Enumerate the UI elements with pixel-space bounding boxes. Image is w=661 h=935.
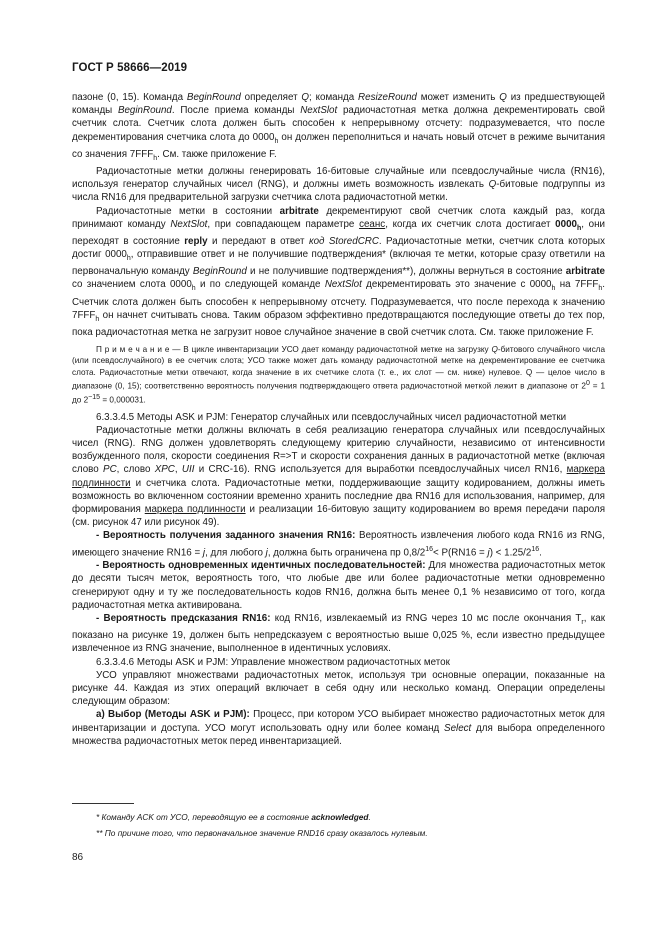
section-heading: 6.3.3.4.6 Методы ASK и PJM: Управление множеством радиочастотных меток [96, 656, 450, 668]
paragraph: Радиочастотные метки в состоянии arbitrate декрементируют свой счетчик слота каждый раз, когда принимают команду NextSlot, при совпадающем параметре сеанс, когда их счетчик слота достигает $0000_h$, они переходят в состояние reply и передают в ответ код StoredCRC. Радиочастотные метки, счетчик слота которых достиг $0000_h$, отправившие ответ и не получившие подтверждения* (включая те метки, которые сразу ответили на первоначальную команду BeginRound и не получившие подтверждения**), должны вернуться в состояние arbitrate со значением слота $0000_h$ и по следующей команде NextSlot декрементировать это значение с $0000_h$ на $7FFF_h$. Счетчик слота должен быть способен к непрерывному отсчету. Подразумевается, что после перехода к значению $7FFF_h$ он начнет считывать снова. Таким образом эффективно предотвращаются последующие ответы до тех пор, пока радиочастотная метка не загрузит новое случайное значение в свой счетчик слота. См. также приложение F. [72, 205, 605, 338]
note: П р и м е ч а н и е — В цикле инвентаризации УСО дает команду радиочастотной метке на загрузку Q-битового случайного числа (или псевдослучайного) в ее счетчик слота; УСО также может дать команду радиочастотной метке на декрементирование ее счетчика слота. Радиочастотные метки отвечают, когда значение в их счетчике слота (т. е., их слот — см. ниже) нулевое. Q — целое число в диапазоне (0, 15); соответственно вероятность получения подтверждающего ответа радиочастотной меткой лежит в диапазоне от $2^0 = 1$ до $2^{-15} = 0,000031$. [72, 345, 606, 405]
document-header: ГОСТ Р 58666—2019 [72, 62, 188, 74]
bullet-item: - Вероятность получения заданного значения RN16: Вероятность извлечения любого кода RN16 из RNG, имеющего значение RN16 = j, для любого j, должна быть ограничена пр $0,8/2^{16}< P(RN16 = j) < 1.25/2^{16}$. [72, 530, 605, 558]
list-item: а) Выбор (Методы ASK и PJM): Процесс, при котором УСО выбирает множество радиочастотных меток для инвентаризации и доступа. УСО могут использовать одну или более команд Select для выбора определенного множества радиочастотных меток перед инвентаризацией. [72, 709, 605, 747]
section-heading: 6.3.3.4.5 Методы ASK и PJM: Генератор случайных или псевдослучайных чисел радиочастотной метки [96, 411, 567, 423]
paragraph: УСО управляют множествами радиочастотных меток, используя три основные операции, показанные на рисунке 44. Каждая из этих операций включает в себя одну или несколько команд. Операции определены следующим образом: [72, 669, 605, 708]
paragraph: пазоне (0, 15). Команда BeginRound определяет Q; команда ResizeRound может изменить Q из предшествующей команды BeginRound. После приема команды NextSlot радиочастотная метка должна декрементировать свой счетчик слота. Счетчик слота должен быть способен к непрерывному отсчету: подразумевается, что после декрементирования счетчика слота до $0000_h$ он должен переполниться и начать новый отсчет в режиме вычитания со значения $7FFF_h$. См. также приложение F. [72, 92, 605, 162]
bullet-item: - Вероятность одновременных идентичных последовательностей: Для множества радиочастотных меток до десяти тысяч меток, вероятность того, что любые две или более радиочастотные метки одновременно сгенерируют одну и ту же последовательность кодов RN16, должна быть менее 0,1 % независимо от того, когда радиочастотная метка активирована. [72, 560, 605, 611]
footnote: * Команду ACK от УСО, переводящую ее в состояние acknowledged. [96, 812, 371, 822]
bullet-item: - Вероятность предсказания RN16: код RN16, извлекаемый из RNG через 10 мс после окончания $T_r$, как показано на рисунке 19, должен быть непредсказуем с вероятностью выше 0,025 %, если известно предыдущее извлеченное из RNG значение, выполненное в идентичных условиях. [72, 612, 605, 655]
paragraph: Радиочастотные метки должны генерировать 16-битовые случайные или псевдослучайные числа (RN16), используя генератор случайных чисел (RNG), и должны иметь возможность извлекать Q-битовые подгруппы из числа RN16 для предварительной загрузки счетчика слота радиочастотной метки. [72, 165, 605, 204]
footnote: ** По причине того, что первоначальное значение RND16 сразу оказалось нулевым. [96, 828, 428, 838]
page-body [72, 91, 605, 748]
paragraph: Радиочастотные метки должны включать в себя реализацию генератора случайных или псевдослучайных чисел (RNG). RNG должен удовлетворять следующему критерию случайности, независимо от интенсивности возбужденного поля, скорости соединения R=>T и скорости сохранения данных в радиочастотной метке (включая слово PC, слово XPC, UII и CRC-16). RNG используется для выработки псевдослучайных чисел RN16, маркера подлинности и счетчика слота. Радиочастотные метки, поддерживающие защиту кодированием, должны иметь возможность во включенном состоянии временно хранить последние два RN16 для использования, например, для формирования маркера подлинности и реализации 16-битовую защиту кодированием во время передачи пароля (см. рисунок 47 или рисунок 49). [72, 424, 606, 529]
page-number: 86 [72, 852, 84, 863]
footnote-divider [72, 803, 134, 804]
